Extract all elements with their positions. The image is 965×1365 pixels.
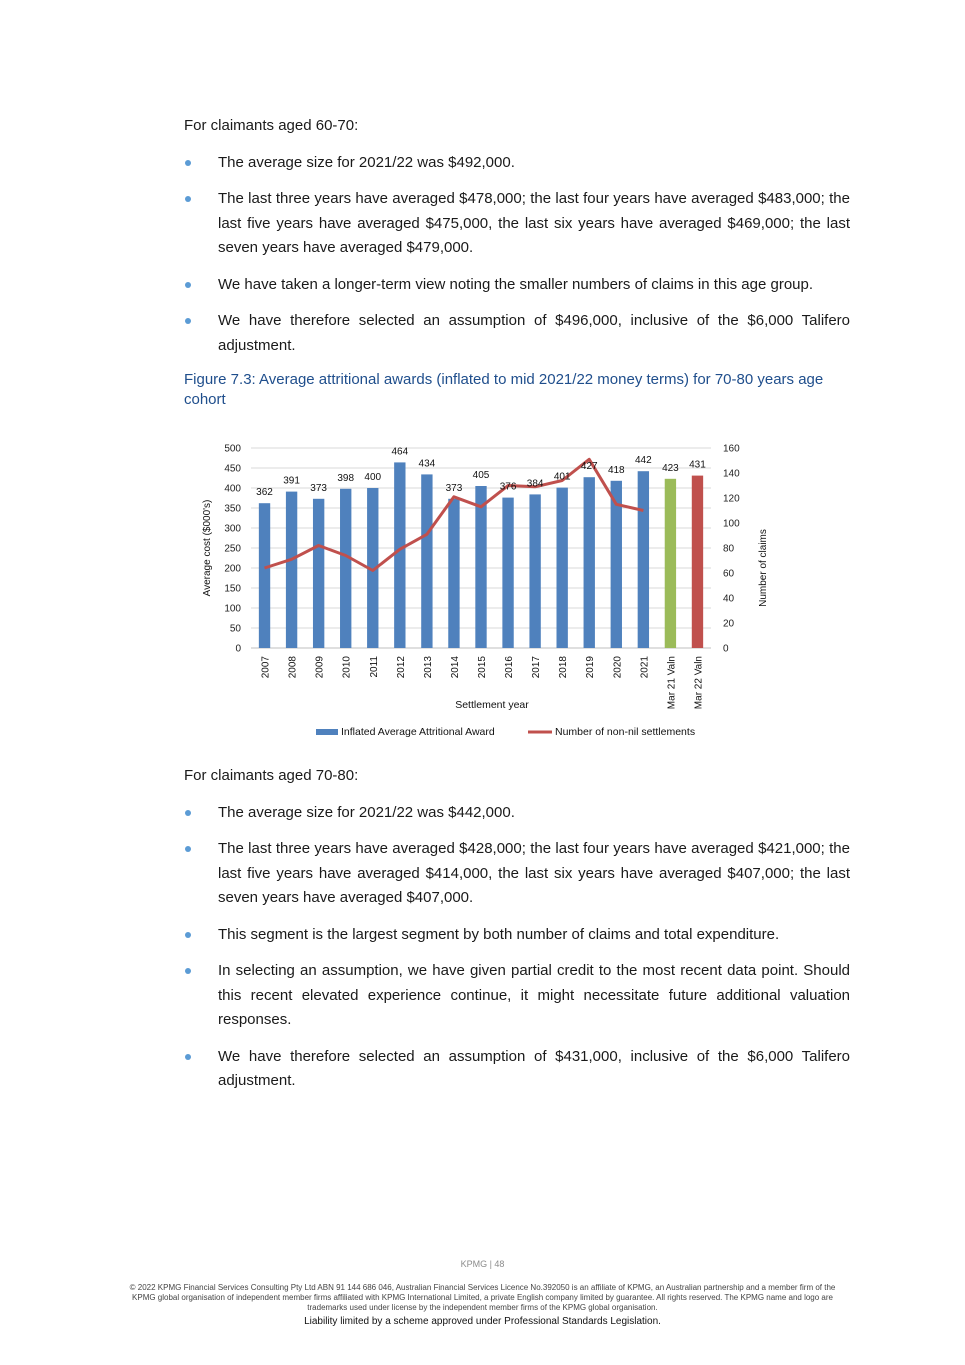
data-label: 398 bbox=[337, 472, 355, 484]
x-tick-label: 2013 bbox=[422, 656, 434, 679]
list-item: We have taken a longer-term view noting the smaller numbers of claims in this age group. bbox=[184, 273, 850, 298]
x-axis-title: Settlement year bbox=[455, 699, 529, 711]
bar bbox=[556, 488, 567, 648]
y-tick-label: 100 bbox=[224, 603, 241, 615]
attritional-awards-chart bbox=[196, 436, 776, 746]
y2-axis-title: Number of claims bbox=[758, 529, 769, 607]
y-tick-label: 500 bbox=[224, 443, 241, 455]
y-tick-label: 150 bbox=[224, 583, 241, 595]
y-tick-label: 0 bbox=[235, 643, 241, 655]
legend-swatch-bars bbox=[316, 729, 338, 735]
legal-notice: © 2022 KPMG Financial Services Consulting Pty Ltd ABN 91 144 686 046, Australian Financial Services Licence No.392050 is an affiliate of KPMG, an Australian partnership and a member firm of the KPMG global organisation of independent member firms affiliated with KPMG International Limited, a private English company limited by guarantee. All rights reserved. The KPMG name and logo are trademarks used under license by the independent member firms of the KPMG global organisation. bbox=[129, 1283, 836, 1312]
y-tick-label: 450 bbox=[224, 463, 241, 475]
bar bbox=[448, 499, 459, 648]
bar bbox=[584, 477, 595, 648]
list-item: In selecting an assumption, we have given partial credit to the most recent data point. Should this recent elevated experience continue, it might necessitate future additional valuation responses. bbox=[184, 959, 850, 1033]
bullet-icon bbox=[185, 282, 191, 288]
y-tick-label: 300 bbox=[224, 523, 241, 535]
y2-tick-label: 60 bbox=[723, 568, 735, 580]
bullet-icon bbox=[185, 846, 191, 852]
y2-tick-label: 140 bbox=[723, 468, 740, 480]
y2-tick-label: 0 bbox=[723, 643, 729, 655]
bullet-list bbox=[184, 151, 850, 359]
x-tick-label: 2019 bbox=[585, 656, 597, 679]
y-axis-title: Average cost ($000's) bbox=[202, 499, 213, 597]
section-lead: For claimants aged 60-70: bbox=[184, 117, 359, 134]
y2-tick-label: 160 bbox=[723, 443, 740, 455]
bar bbox=[421, 474, 432, 648]
bar bbox=[529, 494, 540, 648]
x-tick-label: 2009 bbox=[314, 656, 326, 679]
bar bbox=[340, 489, 351, 648]
data-label: 384 bbox=[526, 478, 544, 490]
data-label: 464 bbox=[391, 446, 409, 458]
data-label: 401 bbox=[553, 471, 571, 483]
data-label: 376 bbox=[499, 481, 517, 493]
bullet-icon bbox=[185, 810, 191, 816]
y-tick-label: 400 bbox=[224, 483, 241, 495]
section-lead: For claimants aged 70-80: bbox=[184, 767, 359, 784]
bar bbox=[313, 499, 324, 648]
x-tick-label: 2007 bbox=[260, 656, 272, 679]
bar bbox=[638, 471, 649, 648]
x-tick-label: 2017 bbox=[531, 656, 543, 679]
y-tick-label: 250 bbox=[224, 543, 241, 555]
bullet-list bbox=[184, 801, 850, 1094]
list-item: We have therefore selected an assumption of $431,000, inclusive of the $6,000 Talifero adjustment. bbox=[184, 1045, 850, 1094]
y-tick-label: 50 bbox=[229, 623, 241, 635]
y2-tick-label: 80 bbox=[723, 543, 735, 555]
data-label: 442 bbox=[635, 455, 652, 467]
y2-tick-label: 100 bbox=[723, 518, 740, 530]
x-tick-label: 2010 bbox=[341, 656, 353, 679]
data-label: 362 bbox=[256, 487, 273, 499]
y2-tick-label: 20 bbox=[723, 618, 735, 630]
x-tick-label: 2016 bbox=[504, 656, 516, 679]
x-tick-label: 2018 bbox=[558, 656, 570, 679]
x-tick-label: 2012 bbox=[395, 656, 407, 679]
bar bbox=[286, 492, 297, 648]
bar bbox=[394, 462, 405, 648]
data-label: 373 bbox=[310, 482, 327, 494]
y-tick-label: 350 bbox=[224, 503, 241, 515]
figure-caption: Figure 7.3: Average attritional awards (inflated to mid 2021/22 money terms) for 70-80 years age cohort bbox=[184, 371, 824, 408]
data-label: 434 bbox=[418, 458, 436, 470]
bullet-icon bbox=[185, 196, 191, 202]
section-60-70 bbox=[184, 114, 850, 424]
y2-tick-label: 40 bbox=[723, 593, 735, 605]
bar bbox=[692, 476, 703, 648]
bullet-icon bbox=[185, 1054, 191, 1060]
data-label: 418 bbox=[607, 464, 625, 476]
list-item: The last three years have averaged $428,000; the last four years have averaged $421,000; the last five years have averaged $414,000, the last six years have averaged $407,000; the last seven years have averaged $407,000. bbox=[184, 837, 850, 911]
chart-svg bbox=[196, 436, 776, 746]
data-label: 400 bbox=[364, 472, 382, 483]
bar bbox=[665, 479, 676, 648]
list-item: The average size for 2021/22 was $442,000. bbox=[184, 801, 850, 826]
list-item: The average size for 2021/22 was $492,000. bbox=[184, 151, 850, 176]
x-tick-label: 2011 bbox=[368, 656, 380, 678]
list-item: We have therefore selected an assumption of $496,000, inclusive of the $6,000 Talifero adjustment. bbox=[184, 309, 850, 358]
bar bbox=[475, 486, 486, 648]
list-item: The last three years have averaged $478,000; the last four years have averaged $483,000; the last five years have averaged $475,000, the last six years have averaged $469,000; the last seven years have averaged $479,000. bbox=[184, 187, 850, 261]
x-tick-label: 2014 bbox=[449, 656, 461, 679]
bullet-icon bbox=[185, 318, 191, 324]
bullet-icon bbox=[185, 968, 191, 974]
x-tick-label: 2021 bbox=[639, 656, 651, 679]
bullet-icon bbox=[185, 160, 191, 166]
data-label: 423 bbox=[662, 462, 679, 474]
data-label: 373 bbox=[445, 482, 463, 494]
page-number: KPMG | 48 bbox=[460, 1259, 505, 1269]
liability-notice: Liability limited by a scheme approved under Professional Standards Legislation. bbox=[304, 1316, 661, 1327]
y2-tick-label: 120 bbox=[723, 493, 740, 505]
bullet-icon bbox=[185, 932, 191, 938]
legend-label: Number of non-nil settlements bbox=[555, 726, 696, 738]
legend-label: Inflated Average Attritional Award bbox=[341, 726, 495, 738]
bar bbox=[259, 503, 270, 648]
bar bbox=[502, 498, 513, 648]
x-tick-label: Mar 21 Valn bbox=[666, 656, 678, 710]
y-tick-label: 200 bbox=[224, 563, 241, 575]
x-tick-label: 2015 bbox=[477, 656, 488, 679]
x-tick-label: 2008 bbox=[287, 656, 299, 679]
data-label: 431 bbox=[689, 459, 706, 471]
data-label: 405 bbox=[472, 470, 490, 481]
data-label: 391 bbox=[283, 475, 300, 487]
section-70-80 bbox=[184, 764, 850, 1106]
list-item: This segment is the largest segment by both number of claims and total expenditure. bbox=[184, 923, 850, 948]
x-tick-label: 2020 bbox=[612, 656, 624, 679]
x-tick-label: Mar 22 Valn bbox=[693, 656, 705, 710]
data-label: 427 bbox=[580, 461, 598, 473]
